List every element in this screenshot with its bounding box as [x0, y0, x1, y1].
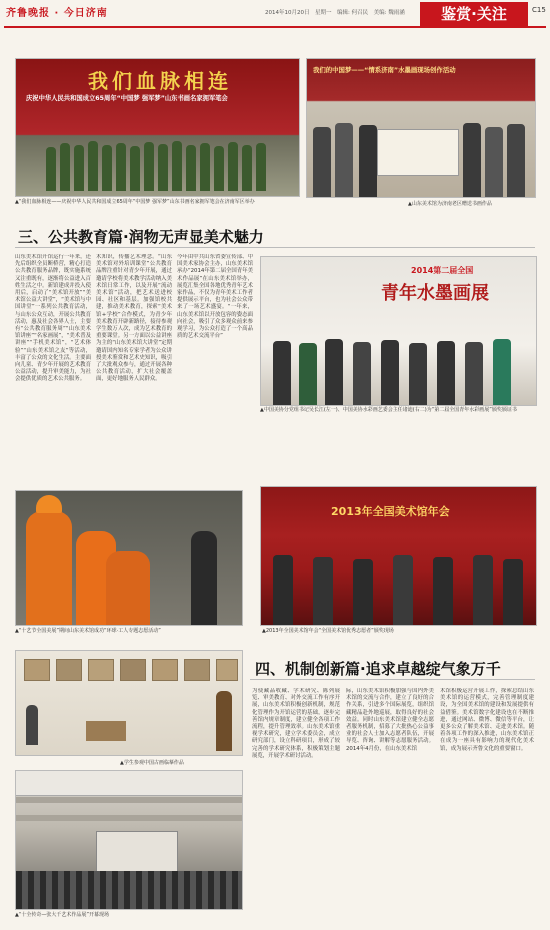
- caption-army-event: ▲“我们血脉相连——庆祝中华人民共和国成立65周年“中国梦 强军梦”山东书画名家拥军笔会在济南军区举办: [15, 199, 255, 205]
- event-title: 我们血脉相连: [88, 69, 232, 93]
- caption-youth-exhibition: ▲中国美协分党组书记吴长江(左一)、中国美协水彩画艺委会主任诸迪(右二)为“第二届全国青年水彩画展”颁奖颁证书: [260, 407, 517, 413]
- exhibit-subtitle: 2014第二届全国: [411, 266, 474, 275]
- caption-annual-meeting: ▲2013年全国美术馆年会“全国美术馆优秀志愿者”颁奖现场: [262, 628, 394, 634]
- meeting-banner: 2013年全国美术馆年会: [331, 505, 450, 518]
- donation-banner: 我们的中国梦——“情系济南”水墨画现场创作活动: [313, 66, 456, 74]
- photo-students: [15, 650, 243, 756]
- section-four-col1: 为使藏品收藏、学术研究、陈列展览、审美教育、对外交流工作有序开展，山东美术馆积极创新机制，规范化管理作为开馆运营的基础，逐步完善馆内规章制度，建立健全各项工作流程，提升管理效率。山东美术馆重视学术研究，建立学术委员会，成立研究部门，设立科研项目，形成了较完善的学术研究体系，积极策划主题展览，开展学术研讨活动。: [252, 688, 340, 759]
- page-number: C15: [532, 6, 546, 14]
- exhibit-title: 青年水墨画展: [381, 283, 489, 304]
- section-four-col3: 术馆积极运营开展工作，探索总结山东美术馆的运营模式，完善管理制度建设，为全国美术馆的建设和发展提供有益借鉴。美术馆数字化建设也在不断推进，通过网站、微博、微信等平台，让更多公众了解美术馆、走进美术馆。随着各项工作的深入推进，山东美术馆正在成为一座具有影响力的现代化美术馆，成为展示齐鲁文化的重要窗口。: [440, 688, 534, 752]
- photo-army-event: [15, 58, 300, 197]
- caption-donation: ▲山东美术馆为济南老区赠送书画作品: [408, 201, 492, 207]
- photo-youth-exhibition: [260, 256, 537, 406]
- section-tag: 鉴赏·关注: [420, 2, 528, 26]
- section-three-col3: 今年由中共山东省委宣传部、中国美术家协会主办，山东美术馆承办“2014年第二届全国青年美术作品展”在山东美术馆举办，展览汇集全国各地优秀青年艺术家作品，不仅为青年美术工作者提供展示平台，也为社会公众带来了一场艺术盛宴。“一年来，山东美术馆以开放包容的姿态面向社会，吸引了众多观众前来参观学习，为公众打造了一个高品质的艺术交流平台”: [177, 254, 253, 340]
- section-three-rule: [15, 247, 535, 248]
- photo-donation: [306, 58, 536, 198]
- section-four-heading: 四、机制创新篇·追求卓越绽气象万千: [255, 660, 501, 678]
- photo-volunteers: [15, 490, 243, 626]
- newspaper-logo: 齐鲁晚报 · 今日济南: [6, 8, 108, 19]
- page-header: [0, 0, 550, 24]
- event-banner: 庆祝中华人民共和国成立65周年“中国梦 强军梦”山东书画名家拥军笔会: [26, 95, 228, 102]
- section-four-rule: [250, 679, 535, 680]
- section-three-heading: 三、公共教育篇·润物无声显美术魅力: [18, 228, 264, 246]
- soldier-group: [46, 131, 276, 191]
- section-three-col1: 山东美术馆开馆运行一年来，还先后组织全员断桥营，精心打造公共教育服务品牌，既实施系统又注重既有，逐渐将公益进入百姓生活之中。新馆建成并投入使用后，启动了“美术馆开放”“美术馆公益大讲堂”，“美术馆与中国讲堂”一系列公共教育活动，与山东公众互动，开展公共教育活动，惠及社会各界人士，主要有“公共教育服务周”“山东美术馆讲座”“名家画展”，“美术普及讲座”“手机美术馆”，“艺术体验”“山东美术馆之友”等活动，丰富了公众的文化生活。主要面向儿童、青少年开展的艺术教育公益活动，提升审美能力，为社会提供优质的艺术公共服务。: [15, 254, 91, 383]
- section-three-col2: 术知识，传播艺术理念。“山东美术馆对外培训课堂”公共教育品牌注重针对青少年开展，通过邀请学校将美术教学活动纳入美术馆日常工作，以及开展“流动美术馆”活动，把艺术送进校园、社区和基层。加强馆校共建，推动美术教育，探索“美术馆+学校”合作模式，为青少年美术教育开辟新路径，接待参观学生数万人次，成为艺术教育的重要课堂。另一方面以公益讲座为主的“山东美术馆大讲堂”定期邀请国内知名专家学者为公众讲授美术鉴赏和艺术史知识，吸引了大批观众参与，通过开展各种公共教育活动，扩大社会覆盖面，更好地服务人民群众。: [96, 254, 172, 383]
- caption-opening: ▲“十全传奇—张大千艺术作品展”开幕现场: [15, 912, 110, 918]
- caption-volunteers: ▲“十艺节全国美展”期间山东美术馆成功“环球·工人专题志愿活动”: [15, 628, 161, 634]
- caption-students: ▲学生参观中国古画临摹作品: [120, 760, 184, 766]
- section-four-col2: 际，山东美术馆积极加强与国内外美术馆的交流与合作，建立了良好的合作关系，引进多个国际展览，组织馆藏精品赴外地巡展，取得良好的社会效益。同时山东美术馆建立健全志愿者服务机制，招募了大批热心公益事业的社会人士加入志愿者队伍，开展导览、咨询、讲解等志愿服务活动。2014年4月份，在山东美术馆: [346, 688, 434, 752]
- photo-opening: [15, 770, 243, 910]
- photo-annual-meeting: [260, 486, 537, 626]
- issue-meta: 2014年10月20日 星期一 编辑: 何召民 美编: 魏雨涵: [265, 10, 405, 16]
- header-rule: [4, 26, 546, 28]
